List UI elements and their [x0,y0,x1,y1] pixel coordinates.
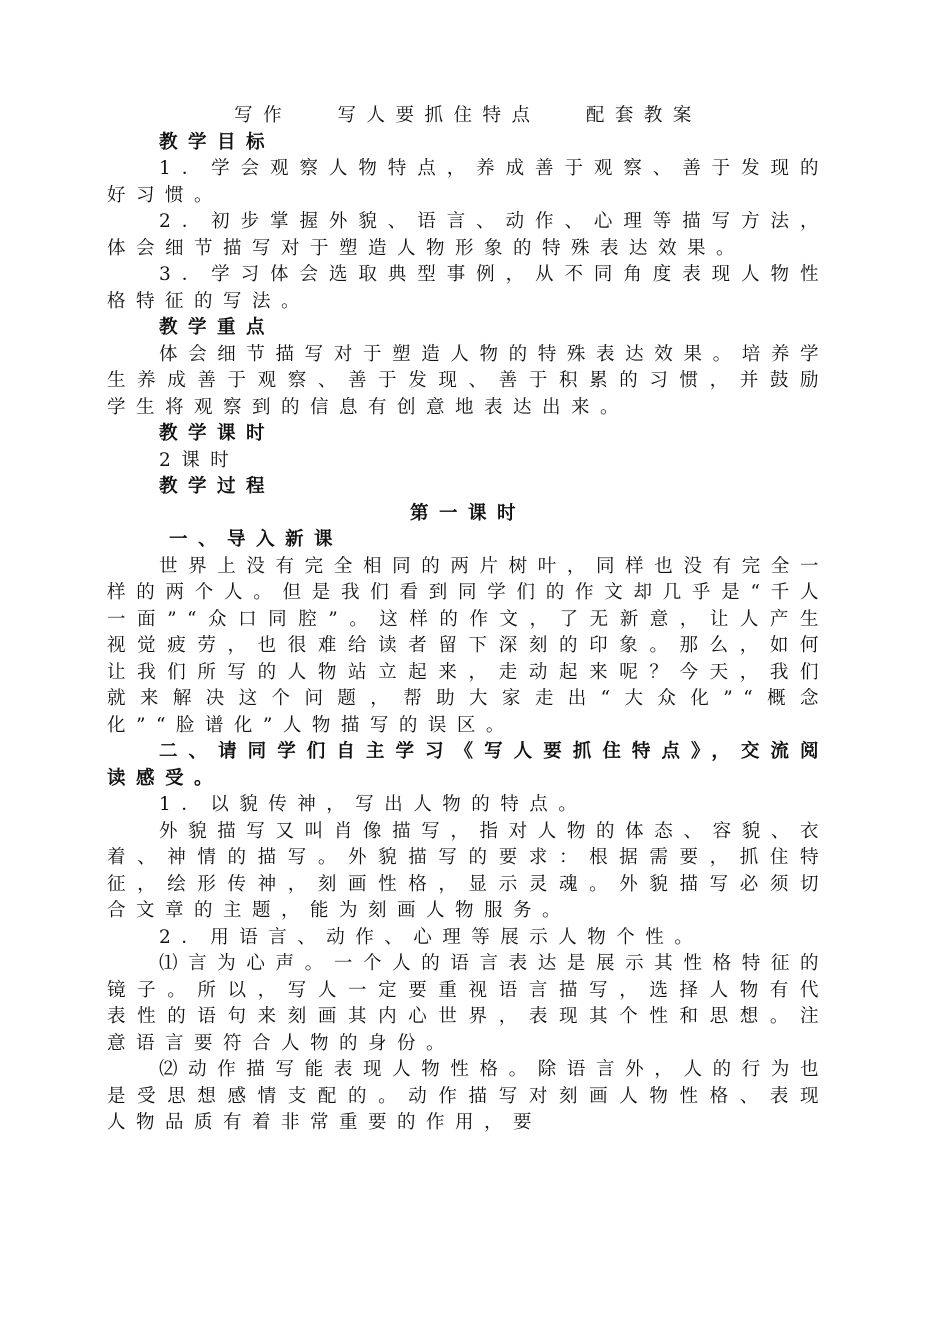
document-page [107,103,829,1137]
part1-text: 世界上没有完全相同的两片树叶，同样也没有完全一样的两个人。但是我们看到同学们的作文却几乎是“千人一面”“众口同腔”。这样的作文，了无新意，让人产生视觉疲劳，也很难给读者留下深刻的印象。那么，如何让我们所写的人物站立起来，走动起来呢？今天，我们就来解决这个问题，帮助大家走出“大众化”“概念化”“脸谱化”人物描写的误区。 [107,555,829,736]
goal-2: 2．初步掌握外貌、语言、动作、心理等描写方法，体会细节描写对于塑造人物形象的特殊表达效果。 [107,211,829,259]
hours-text: 2课时 [159,449,240,471]
part1-heading: 一、导入新课 [169,529,344,550]
part2-item2: 2．用语言、动作、心理等展示人物个性。 [159,926,704,948]
key-text: 体会细节描写对于塑造人物的特殊表达效果。培养学生养成善于观察、善于发现、善于积累的习惯，并鼓励学生将观察到的信息有创意地表达出来。 [107,343,829,418]
goals-heading: 教学目标 [159,131,276,153]
part2-item2-b: ⑵动作描写能表现人物性格。除语言外，人的行为也是受思想感情支配的。动作描写对刻画人物性格、表现人物品质有着非常重要的作用，要 [107,1059,829,1133]
goal-1: 1．学会观察人物特点，养成善于观察、善于发现的好习惯。 [107,158,829,206]
goal-3: 3．学习体会选取典型事例，从不同角度表现人物性格特征的写法。 [107,264,829,312]
part2-item1: 1．以貌传神，写出人物的特点。 [159,794,588,815]
part2-heading: 二、请同学们自主学习《写人要抓住特点》，交流阅读感受。 [107,741,829,789]
process-heading: 教学过程 [159,476,276,497]
part2-item2-a: ⑴言为心声。一个人的语言表达是展示其性格特征的镜子。所以，写人一定要重视语言描写，选择人物有代表性的语句来刻画其内心世界，表现其个性和思想。注意语言要符合人物的身份。 [107,953,829,1054]
hours-heading: 教学课时 [159,423,276,444]
document-title: 写作 写人要抓住特点 配套教案 [234,105,702,126]
lesson1-heading: 第一课时 [409,502,526,524]
part2-item1-text: 外貌描写又叫肖像描写，指对人物的体态、容貌、衣着、神情的描写。外貌描写的要求：根据需要，抓住特征，绘形传神，刻画性格，显示灵魂。外貌描写必须切合文章的主题，能为刻画人物服务。 [107,820,829,921]
key-heading: 教学重点 [159,317,276,338]
